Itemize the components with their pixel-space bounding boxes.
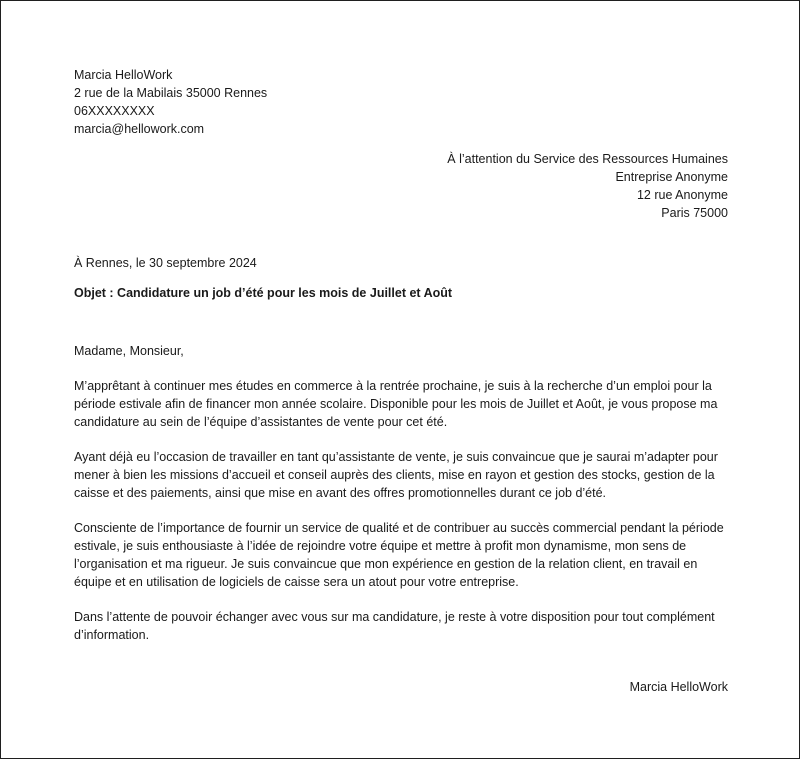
recipient-block <box>447 150 728 222</box>
letter-body <box>74 342 734 661</box>
recipient-city: Paris 75000 <box>661 206 728 220</box>
letter-subject: Objet : Candidature un job d’été pour les mois de Juillet et Août <box>74 286 453 300</box>
paragraph-1: M’apprêtant à continuer mes études en commerce à la rentrée prochaine, je suis à la recherche d’un emploi pour la période estivale afin de financer mon année scolaire. Disponible pour les mois de Juillet et Août, je vous propose ma candidature au sein de l’équipe d’assistantes de vente pour cet été. <box>74 379 718 429</box>
paragraph-2: Ayant déjà eu l’occasion de travailler en tant qu’assistante de vente, je suis convaincue que je saurai m’adapter pour mener à bien les missions d’accueil et conseil auprès des clients, mise en rayon et gestion des stocks, gestion de la caisse et des paiements, ainsi que mise en avant des offres promotionnelles durant ce job d’été. <box>74 450 718 500</box>
recipient-attention: À l’attention du Service des Ressources Humaines <box>447 152 728 166</box>
recipient-street: 12 rue Anonyme <box>636 188 728 202</box>
sender-block <box>74 66 267 138</box>
sender-name: Marcia HelloWork <box>74 68 173 82</box>
place-date: À Rennes, le 30 septembre 2024 <box>74 256 257 270</box>
paragraph-3: Consciente de l’importance de fournir un service de qualité et de contribuer au succès commercial pendant la période estivale, je suis enthousiaste à l’idée de rejoindre votre équipe et mettre à profit mon dynamisme, mon sens de l’organisation et ma rigueur. Je suis convaincue que mon expérience en gestion de la relation client, en travail en équipe et en utilisation de logiciels de caisse sera un atout pour votre entreprise. <box>74 521 724 589</box>
sender-address: 2 rue de la Mabilais 35000 Rennes <box>74 86 268 100</box>
salutation: Madame, Monsieur, <box>74 344 184 358</box>
recipient-company: Entreprise Anonyme <box>615 170 728 184</box>
signature: Marcia HelloWork <box>629 680 728 694</box>
paragraph-4: Dans l’attente de pouvoir échanger avec vous sur ma candidature, je reste à votre disposition pour tout complément d’information. <box>74 610 715 642</box>
sender-email: marcia@hellowork.com <box>74 122 205 136</box>
sender-phone: 06XXXXXXXX <box>74 104 155 118</box>
